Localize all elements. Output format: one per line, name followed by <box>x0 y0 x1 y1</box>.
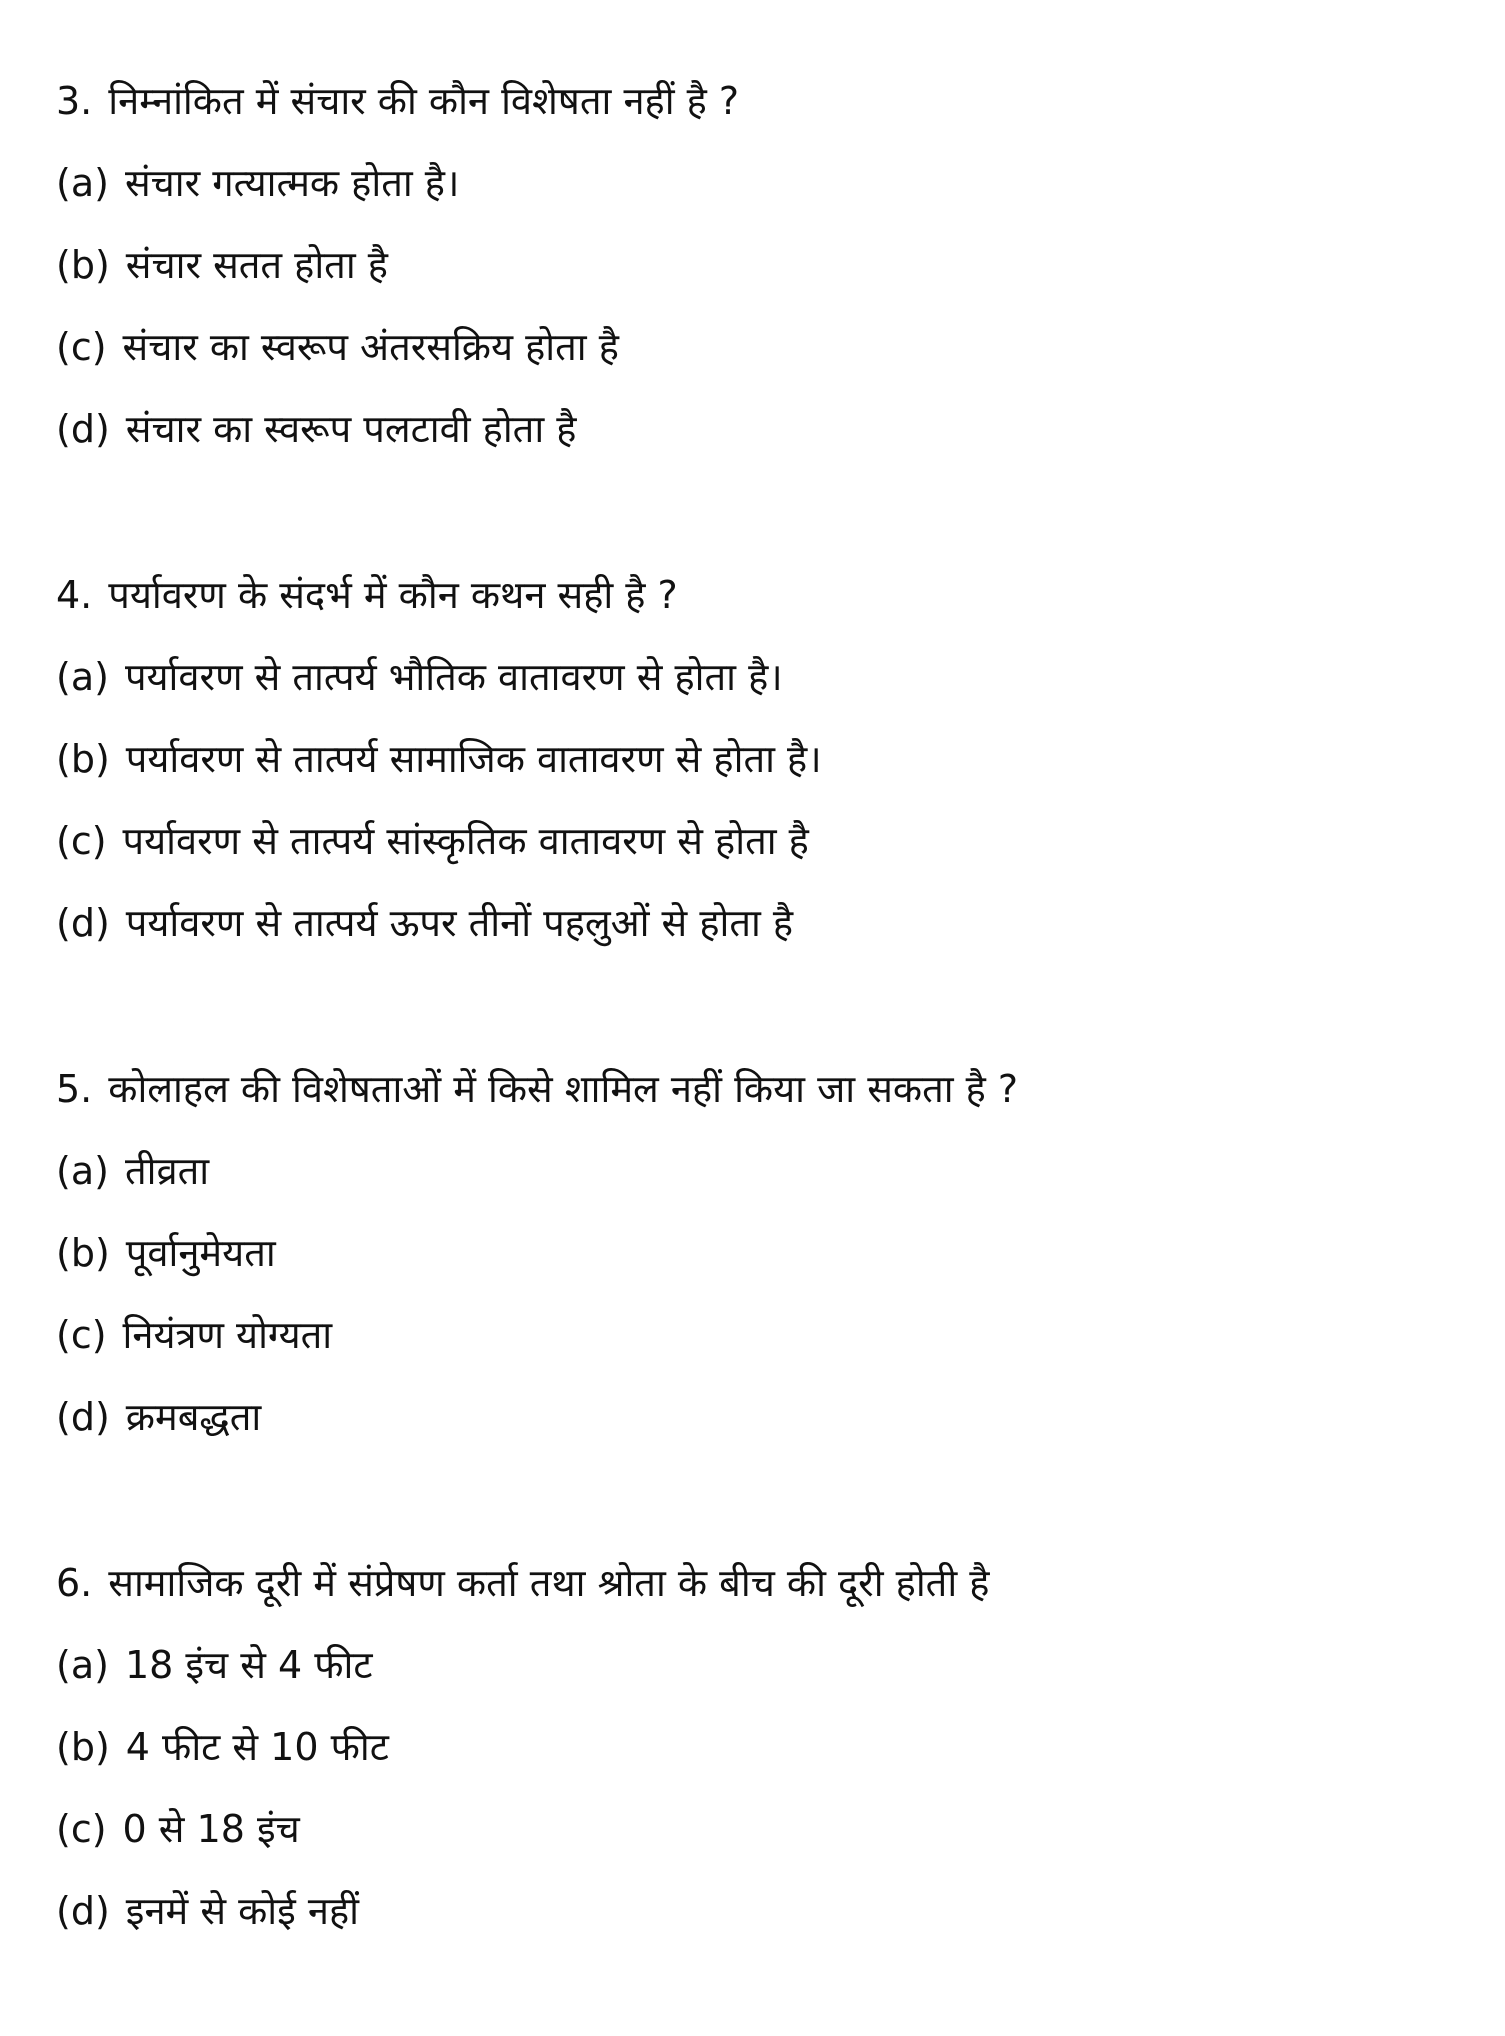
question-block <box>56 554 1018 964</box>
answer-option <box>56 882 1018 964</box>
answer-option <box>56 1212 1018 1294</box>
answer-option <box>56 142 1018 224</box>
question-stem <box>56 554 1018 636</box>
question-text: पर्यावरण के संदर्भ में कौन कथन सही है ? <box>108 573 678 617</box>
option-text: पूर्वानुमेयता <box>125 1231 276 1275</box>
answer-option <box>56 224 1018 306</box>
answer-option <box>56 1294 1018 1376</box>
option-text: 4 फीट से 10 फीट <box>125 1725 389 1769</box>
question-stem <box>56 1542 1018 1624</box>
question-stem <box>56 60 1018 142</box>
option-label: (d) <box>56 407 110 451</box>
option-label: (a) <box>56 1643 109 1687</box>
option-text: संचार सतत होता है <box>125 243 388 287</box>
option-label: (c) <box>56 1807 107 1851</box>
question-text: कोलाहल की विशेषताओं में किसे शामिल नहीं किया जा सकता है ? <box>108 1067 1019 1111</box>
option-text: पर्यावरण से तात्पर्य भौतिक वातावरण से होता है। <box>124 655 783 699</box>
question-text: निम्नांकित में संचार की कौन विशेषता नहीं है ? <box>108 79 740 123</box>
answer-option <box>56 718 1018 800</box>
question-text: सामाजिक दूरी में संप्रेषण कर्ता तथा श्रोता के बीच की दूरी होती है <box>108 1561 990 1605</box>
option-text: नियंत्रण योग्यता <box>122 1313 333 1357</box>
answer-option <box>56 800 1018 882</box>
option-text: तीव्रता <box>124 1149 210 1193</box>
option-label: (b) <box>56 1725 110 1769</box>
option-text: 18 इंच से 4 फीट <box>124 1643 373 1687</box>
option-text: पर्यावरण से तात्पर्य सामाजिक वातावरण से होता है। <box>125 737 822 781</box>
question-document <box>56 60 1018 2036</box>
answer-option <box>56 1788 1018 1870</box>
option-text: संचार का स्वरूप पलटावी होता है <box>125 407 577 451</box>
option-label: (b) <box>56 737 110 781</box>
option-label: (a) <box>56 655 109 699</box>
option-label: (a) <box>56 1149 109 1193</box>
question-block <box>56 60 1018 470</box>
question-number: 3. <box>56 79 93 123</box>
question-number: 5. <box>56 1067 93 1111</box>
option-label: (d) <box>56 1889 110 1933</box>
option-text: संचार का स्वरूप अंतरसक्रिय होता है <box>122 325 619 369</box>
answer-option <box>56 388 1018 470</box>
option-label: (d) <box>56 1395 110 1439</box>
option-text: पर्यावरण से तात्पर्य सांस्कृतिक वातावरण से होता है <box>122 819 809 863</box>
option-text: क्रमबद्धता <box>125 1395 262 1439</box>
answer-option <box>56 306 1018 388</box>
answer-option <box>56 1706 1018 1788</box>
option-label: (c) <box>56 325 107 369</box>
option-text: इनमें से कोई नहीं <box>125 1889 359 1933</box>
question-number: 6. <box>56 1561 93 1605</box>
option-label: (b) <box>56 243 110 287</box>
question-number: 4. <box>56 573 93 617</box>
option-label: (c) <box>56 1313 107 1357</box>
option-text: 0 से 18 इंच <box>122 1807 300 1851</box>
answer-option <box>56 1376 1018 1458</box>
answer-option <box>56 1130 1018 1212</box>
option-label: (c) <box>56 819 107 863</box>
question-block <box>56 1048 1018 1458</box>
option-label: (a) <box>56 161 109 205</box>
answer-option <box>56 1624 1018 1706</box>
answer-option <box>56 1870 1018 1952</box>
option-text: संचार गत्यात्मक होता है। <box>124 161 460 205</box>
question-block <box>56 1542 1018 1952</box>
question-stem <box>56 1048 1018 1130</box>
answer-option <box>56 636 1018 718</box>
option-label: (d) <box>56 901 110 945</box>
option-label: (b) <box>56 1231 110 1275</box>
option-text: पर्यावरण से तात्पर्य ऊपर तीनों पहलुओं से होता है <box>125 901 794 945</box>
